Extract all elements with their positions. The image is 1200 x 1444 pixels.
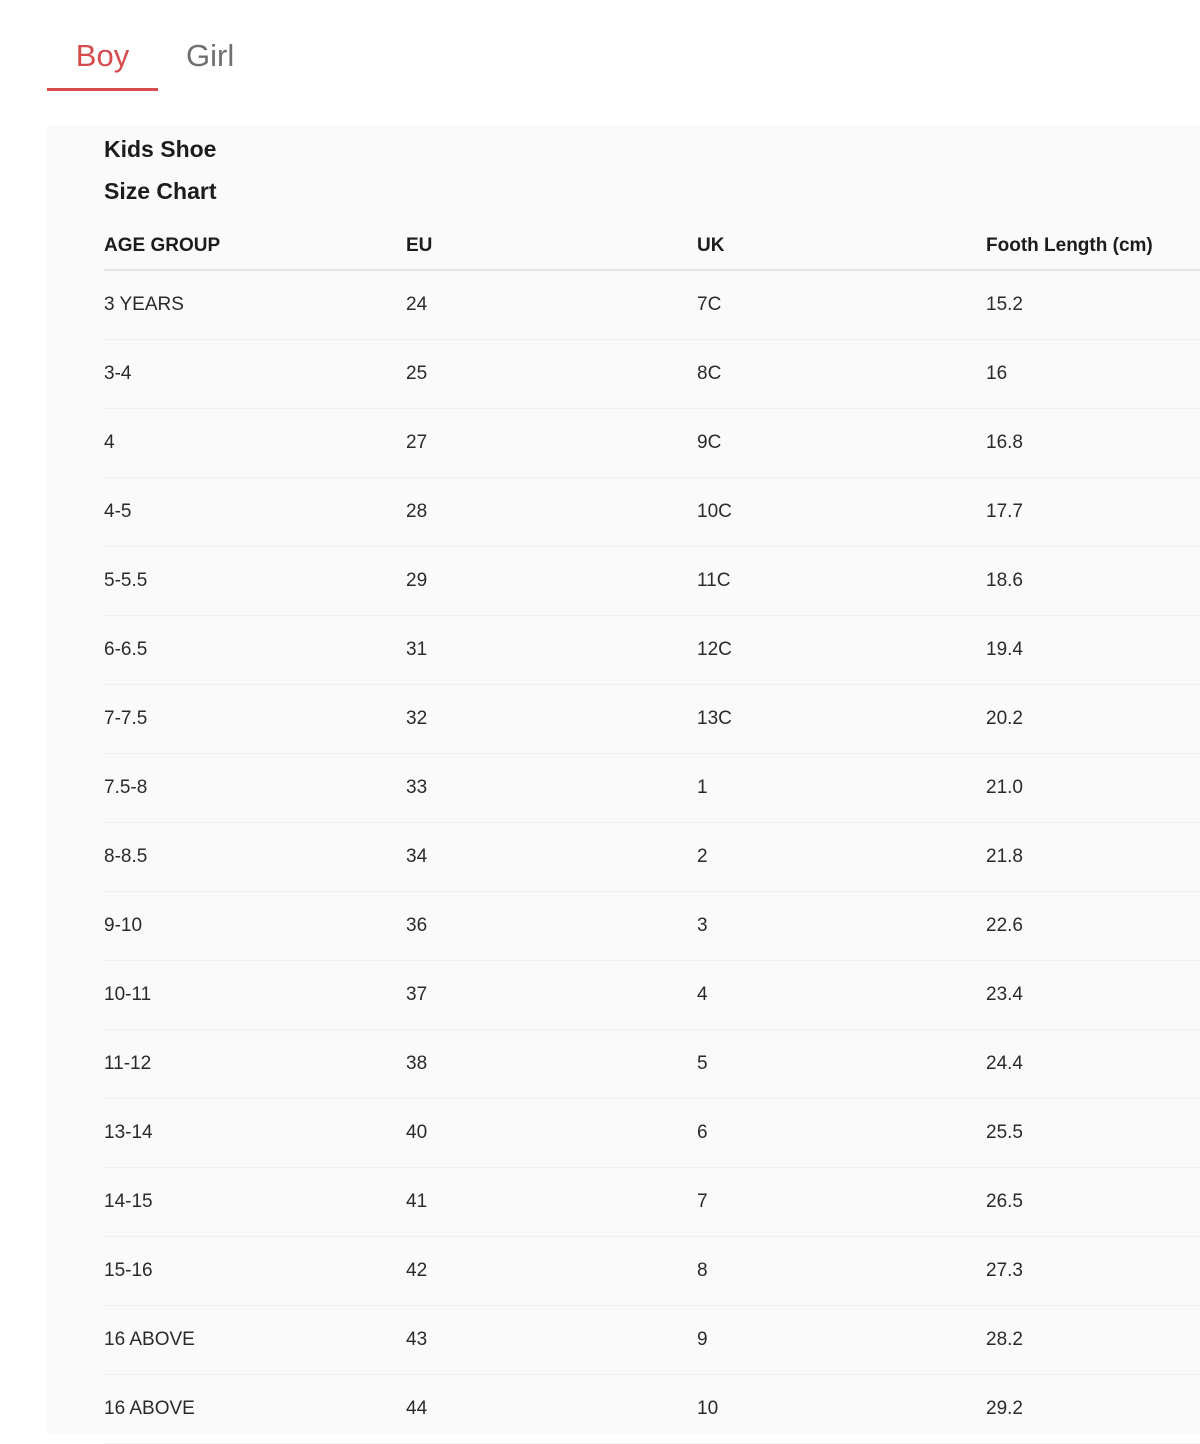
- table-row: [104, 409, 1200, 478]
- uk-size-cell: 12C: [697, 616, 986, 685]
- age-group-cell: 4-5: [104, 478, 406, 547]
- uk-size-cell: 7C: [697, 270, 986, 340]
- uk-size-cell: 2: [697, 823, 986, 892]
- foot-length-cell: 16: [986, 340, 1200, 409]
- table-row: [104, 1237, 1200, 1306]
- table-row: [104, 478, 1200, 547]
- uk-size-cell: 9: [697, 1306, 986, 1375]
- foot-length-cell: 27.3: [986, 1237, 1200, 1306]
- uk-size-cell: 8C: [697, 340, 986, 409]
- foot-length-cell: 17.7: [986, 478, 1200, 547]
- uk-size-cell: 9C: [697, 409, 986, 478]
- size-table: [104, 223, 1200, 1444]
- age-group-cell: 6-6.5: [104, 616, 406, 685]
- foot-length-cell: 25.5: [986, 1099, 1200, 1168]
- eu-size-cell: 29: [406, 547, 697, 616]
- age-group-cell: 16 ABOVE: [104, 1375, 406, 1444]
- foot-length-cell: 18.6: [986, 547, 1200, 616]
- uk-size-cell: 10C: [697, 478, 986, 547]
- tab-girl[interactable]: Girl: [186, 38, 235, 73]
- age-group-cell: 10-11: [104, 961, 406, 1030]
- age-group-cell: 3-4: [104, 340, 406, 409]
- uk-size-cell: 10: [697, 1375, 986, 1444]
- table-row: [104, 892, 1200, 961]
- foot-length-cell: 23.4: [986, 961, 1200, 1030]
- age-group-cell: 13-14: [104, 1099, 406, 1168]
- table-row: [104, 754, 1200, 823]
- table-row: [104, 340, 1200, 409]
- column-header-age-group: AGE GROUP: [104, 223, 406, 270]
- column-header-eu: EU: [406, 223, 697, 270]
- chart-title-line-1: Kids Shoe: [104, 136, 217, 162]
- uk-size-cell: 3: [697, 892, 986, 961]
- table-row: [104, 1375, 1200, 1444]
- table-row: [104, 823, 1200, 892]
- age-group-cell: 7.5-8: [104, 754, 406, 823]
- eu-size-cell: 25: [406, 340, 697, 409]
- table-row: [104, 685, 1200, 754]
- age-group-cell: 16 ABOVE: [104, 1306, 406, 1375]
- foot-length-cell: 21.0: [986, 754, 1200, 823]
- column-header-uk: UK: [697, 223, 986, 270]
- age-group-cell: 11-12: [104, 1030, 406, 1099]
- age-group-cell: 8-8.5: [104, 823, 406, 892]
- age-group-cell: 3 YEARS: [104, 270, 406, 340]
- chart-title-line-2: Size Chart: [104, 178, 217, 204]
- table-body: [104, 270, 1200, 1444]
- gender-tabs: [47, 30, 246, 94]
- tab-boy[interactable]: Boy: [47, 30, 158, 91]
- age-group-cell: 15-16: [104, 1237, 406, 1306]
- foot-length-cell: 21.8: [986, 823, 1200, 892]
- uk-size-cell: 4: [697, 961, 986, 1030]
- foot-length-cell: 20.2: [986, 685, 1200, 754]
- table-row: [104, 547, 1200, 616]
- eu-size-cell: 27: [406, 409, 697, 478]
- foot-length-cell: 19.4: [986, 616, 1200, 685]
- eu-size-cell: 31: [406, 616, 697, 685]
- eu-size-cell: 33: [406, 754, 697, 823]
- eu-size-cell: 32: [406, 685, 697, 754]
- eu-size-cell: 41: [406, 1168, 697, 1237]
- eu-size-cell: 42: [406, 1237, 697, 1306]
- age-group-cell: 4: [104, 409, 406, 478]
- foot-length-cell: 28.2: [986, 1306, 1200, 1375]
- age-group-cell: 14-15: [104, 1168, 406, 1237]
- uk-size-cell: 7: [697, 1168, 986, 1237]
- eu-size-cell: 28: [406, 478, 697, 547]
- table-row: [104, 1030, 1200, 1099]
- uk-size-cell: 5: [697, 1030, 986, 1099]
- uk-size-cell: 8: [697, 1237, 986, 1306]
- foot-length-cell: 29.2: [986, 1375, 1200, 1444]
- eu-size-cell: 38: [406, 1030, 697, 1099]
- eu-size-cell: 43: [406, 1306, 697, 1375]
- foot-length-cell: 16.8: [986, 409, 1200, 478]
- table-row: [104, 961, 1200, 1030]
- size-chart-panel: [47, 125, 1200, 1433]
- foot-length-cell: 24.4: [986, 1030, 1200, 1099]
- foot-length-cell: 15.2: [986, 270, 1200, 340]
- table-row: [104, 616, 1200, 685]
- age-group-cell: 9-10: [104, 892, 406, 961]
- eu-size-cell: 37: [406, 961, 697, 1030]
- uk-size-cell: 13C: [697, 685, 986, 754]
- foot-length-cell: 22.6: [986, 892, 1200, 961]
- table-header-row: [104, 223, 1200, 270]
- age-group-cell: 5-5.5: [104, 547, 406, 616]
- uk-size-cell: 6: [697, 1099, 986, 1168]
- table-row: [104, 1306, 1200, 1375]
- uk-size-cell: 11C: [697, 547, 986, 616]
- uk-size-cell: 1: [697, 754, 986, 823]
- table-row: [104, 1099, 1200, 1168]
- column-header-foot-length: Footh Length (cm): [986, 223, 1200, 270]
- table-row: [104, 1168, 1200, 1237]
- foot-length-cell: 26.5: [986, 1168, 1200, 1237]
- eu-size-cell: 34: [406, 823, 697, 892]
- chart-title: [104, 128, 304, 212]
- eu-size-cell: 40: [406, 1099, 697, 1168]
- eu-size-cell: 44: [406, 1375, 697, 1444]
- eu-size-cell: 36: [406, 892, 697, 961]
- table-row: [104, 270, 1200, 340]
- age-group-cell: 7-7.5: [104, 685, 406, 754]
- eu-size-cell: 24: [406, 270, 697, 340]
